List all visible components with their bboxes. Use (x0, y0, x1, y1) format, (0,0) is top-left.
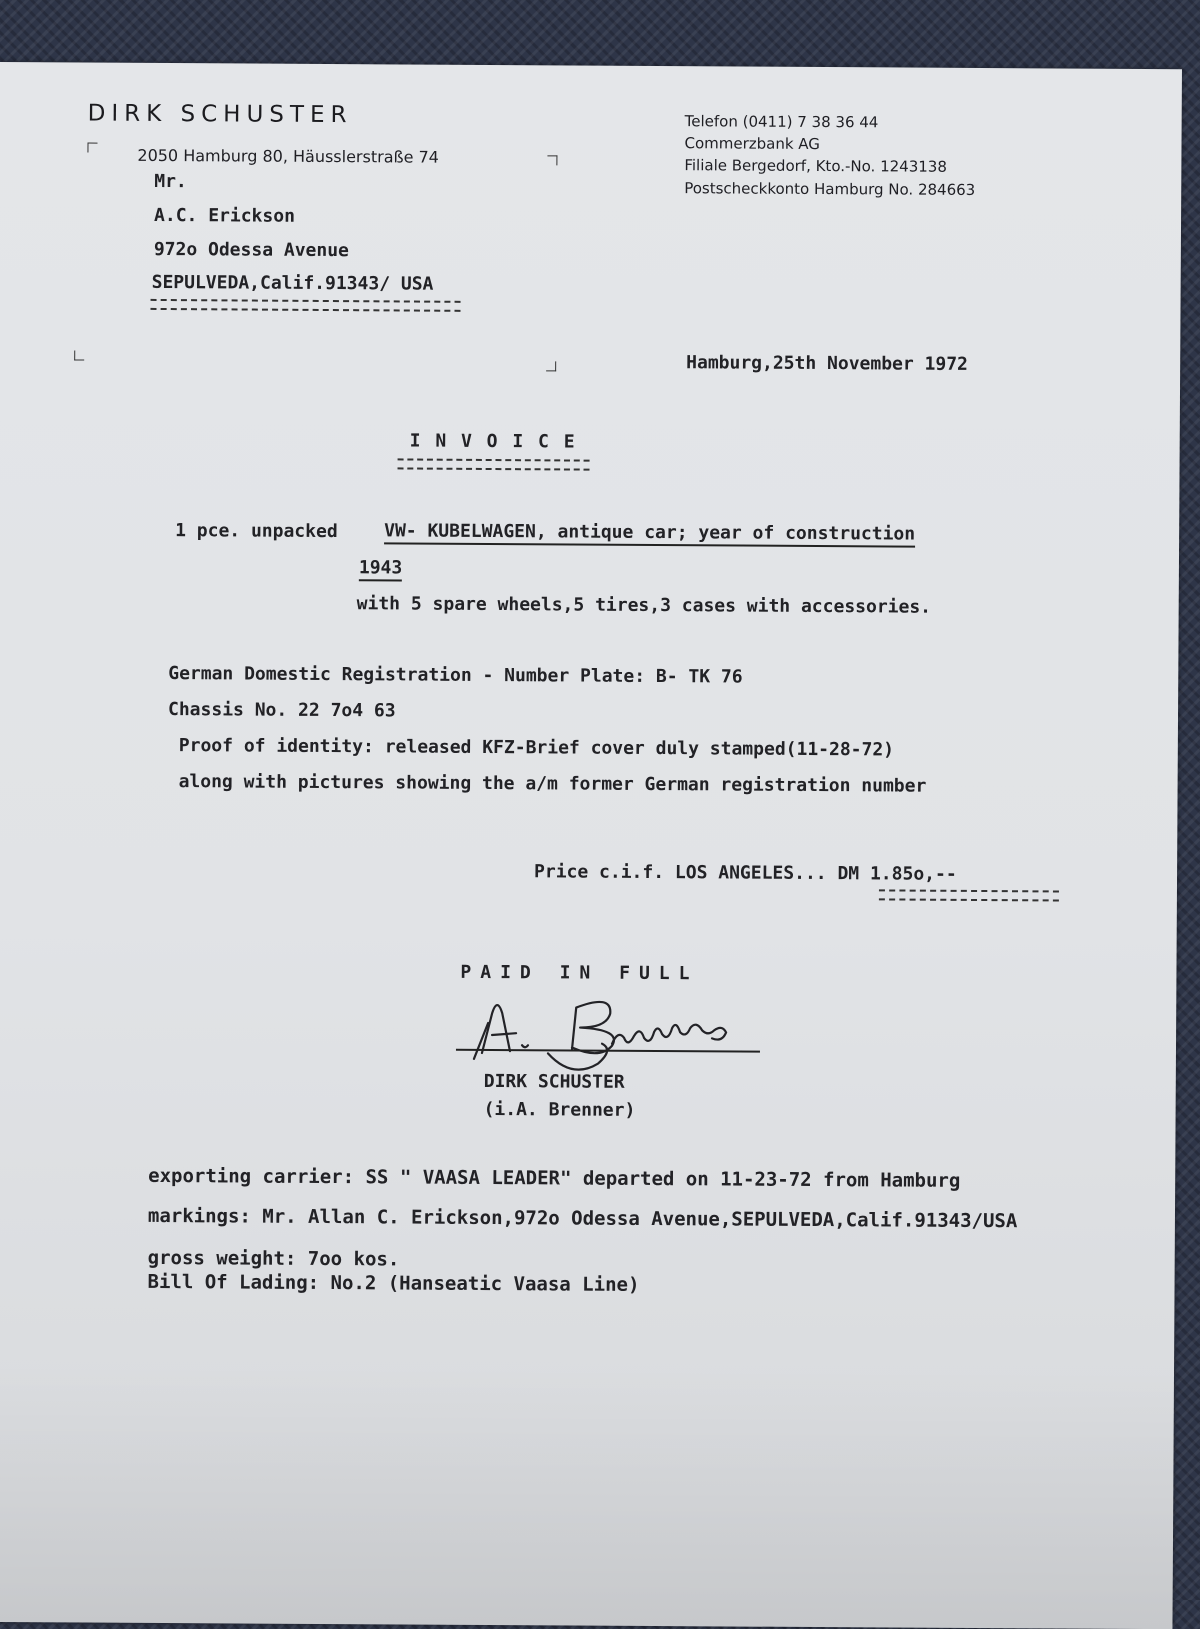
registration-plate: German Domestic Registration - Number Plate: B- TK 76 (168, 663, 743, 688)
bill-of-lading: Bill Of Lading: No.2 (Hanseatic Vaasa Line) (147, 1270, 640, 1296)
sender-address: 2050 Hamburg 80, Häusslerstraße 74 (137, 145, 439, 167)
recipient-street: 972o Odessa Avenue (153, 238, 349, 262)
pictures-note: along with pictures showing the a/m former German registration number (178, 771, 927, 797)
letterhead-name: DIRK SCHUSTER (87, 100, 353, 129)
signatory-per: (i.A. Brenner) (483, 1098, 636, 1121)
title-double-underline (398, 458, 590, 470)
sender-bank: Commerzbank AG (684, 134, 821, 154)
item-year: 1943 (359, 557, 403, 581)
sender-phone: Telefon (0411) 7 38 36 44 (684, 112, 879, 132)
paid-in-full-label: PAID IN FULL (460, 961, 699, 985)
invoice-date: Hamburg,25th November 1972 (686, 352, 969, 375)
item-quantity: 1 pce. unpacked (175, 520, 338, 543)
proof-of-identity: Proof of identity: released KFZ-Brief cover duly stamped(11-28-72) (178, 735, 895, 761)
item-description: VW- KUBELWAGEN, antique car; year of construction (384, 520, 915, 547)
sender-postal-account: Postscheckkonto Hamburg No. 284663 (684, 179, 976, 199)
window-corner-bottom-right (546, 361, 556, 371)
exporting-carrier: exporting carrier: SS " VAASA LEADER" departed on 11-23-72 from Hamburg (148, 1164, 961, 1192)
price-line: Price c.i.f. LOS ANGELES... DM 1.85o,-- (533, 861, 957, 885)
invoice-paper (0, 62, 1182, 1629)
window-corner-bottom-left (74, 350, 84, 360)
recipient-city: SEPULVEDA,Calif.91343/ USA (151, 271, 434, 295)
gross-weight: gross weight: 7oo kos. (147, 1246, 400, 1271)
recipient-name: A.C. Erickson (154, 204, 296, 227)
sender-bank-branch: Filiale Bergedorf, Kto.-No. 1243138 (684, 156, 947, 176)
window-corner-top-left (87, 143, 97, 153)
paper-shadow (0, 1362, 1174, 1629)
item-extras: with 5 spare wheels,5 tires,3 cases with accessories. (356, 593, 932, 618)
window-corner-top-right (547, 155, 557, 165)
signatory-name: DIRK SCHUSTER (483, 1070, 625, 1093)
price-double-underline (879, 889, 1059, 901)
chassis-number: Chassis No. 22 7o4 63 (167, 699, 396, 722)
shipping-markings: markings: Mr. Allan C. Erickson,972o Odessa Avenue,SEPULVEDA,Calif.91343/USA (147, 1204, 1018, 1233)
recipient-double-underline (150, 299, 460, 312)
recipient-salutation: Mr. (154, 170, 187, 193)
invoice-title: I N V O I C E (409, 430, 577, 453)
